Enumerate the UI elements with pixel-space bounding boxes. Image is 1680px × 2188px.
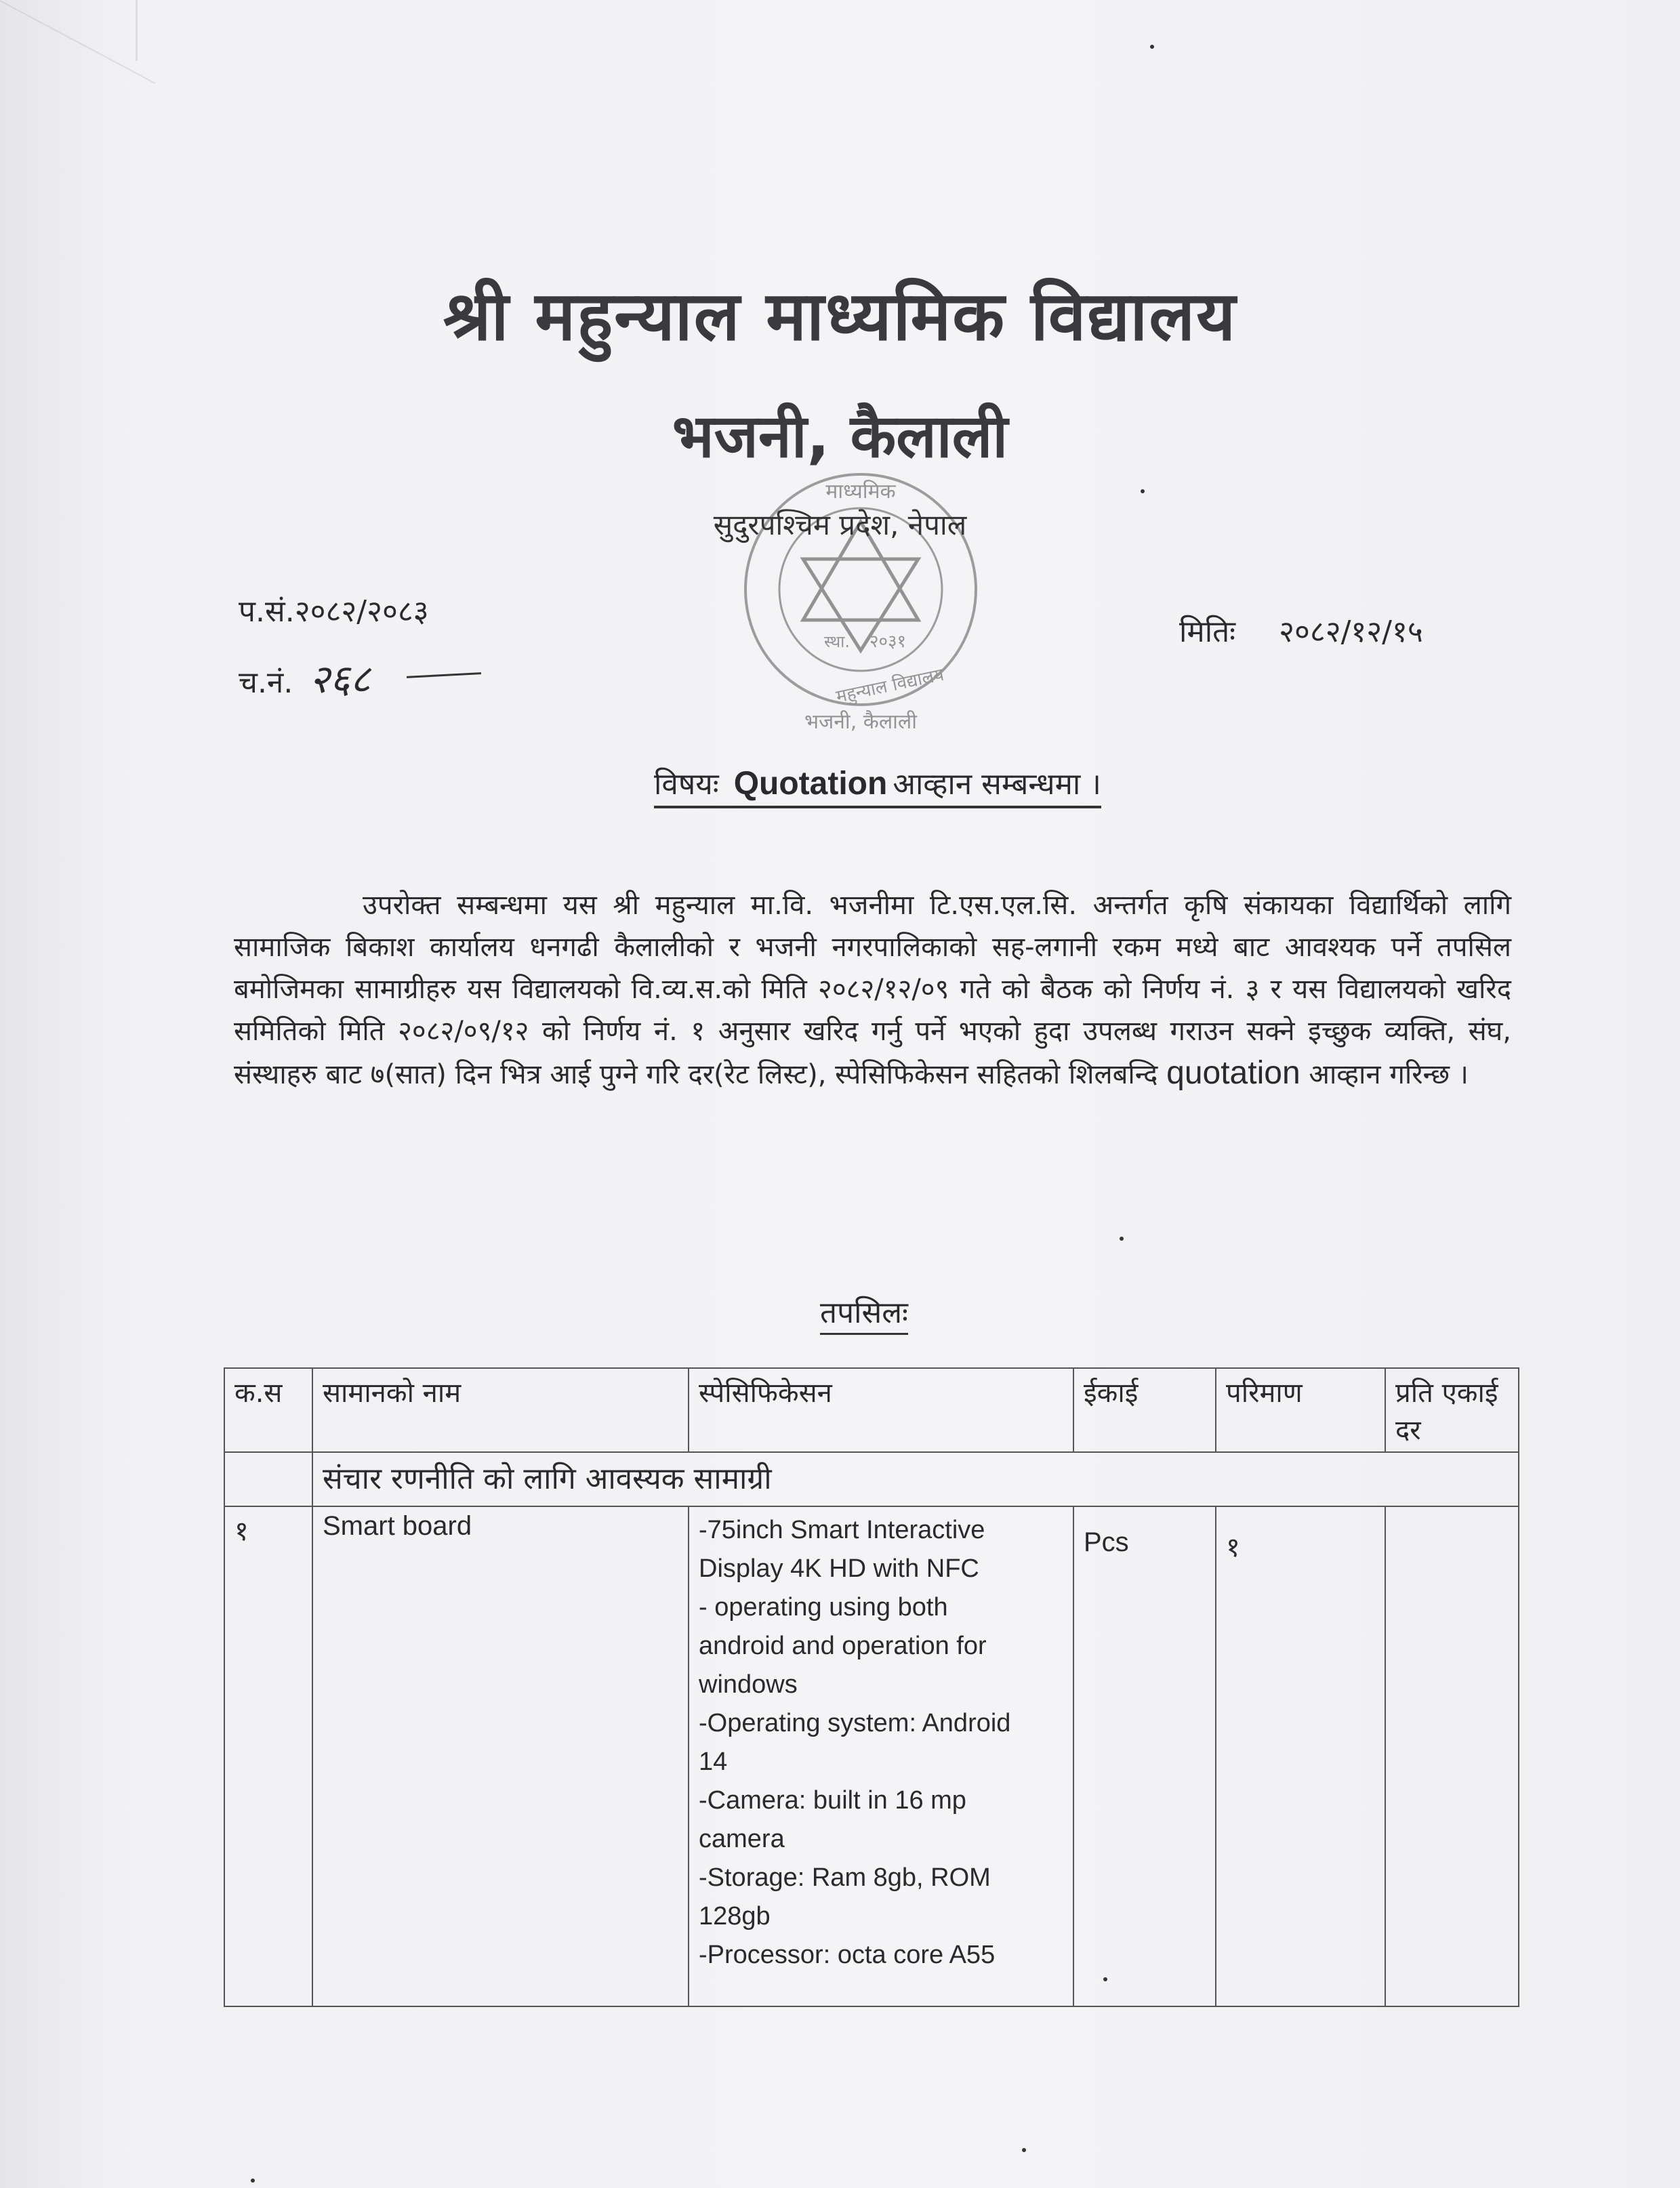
- province-line: सुदुरपश्चिम प्रदेश, नेपाल: [713, 508, 967, 541]
- seal-text-side: महुन्याल विद्यालय: [834, 664, 946, 707]
- seal-text-bottom: भजनी, कैलाली: [804, 710, 918, 734]
- subject-label: विषयः: [654, 767, 719, 802]
- date-value: २०८२/१२/१५: [1279, 615, 1423, 649]
- spec-line: - operating using both: [699, 1593, 948, 1622]
- subject-keyword: Quotation: [733, 766, 888, 802]
- tapasil-heading: तपसिलः: [820, 1291, 908, 1335]
- spec-line: Display 4K HD with NFC: [699, 1554, 979, 1583]
- table-header-row: [224, 1368, 1519, 1452]
- header-sn: क.स: [224, 1368, 312, 1452]
- item-name: Smart board: [312, 1506, 689, 2006]
- spec-line: -Camera: built in 16 mp: [699, 1786, 966, 1815]
- reference-cn: [239, 651, 371, 704]
- spec-line: -Storage: Ram 8gb, ROM: [699, 1863, 991, 1892]
- body-latin-word: quotation: [1166, 1055, 1300, 1091]
- body-part1: उपरोक्त सम्बन्धमा यस श्री महुन्याल मा.वि. भजनीमा टि.एस.एल.सि. अन्तर्गत कृषि संकायका विद्यार्थिको लागि सामाजिक बिकाश कार्यालय धनगढी कैलालीको र भजनी नगरपालिकाको सह-लगानी रकम मध्ये बाट आवश्यक पर्ने तपसिल बमोजिमका सामाग्रीहरु यस विद्यालयको वि.व्य.स.को मिति २०८२/१२/०९ गते को बैठक को निर्णय नं. ३ र यस विद्यालयको खरिद समितिको मिति २०८२/०९/१२ को निर्णय नं. १ अनुसार खरिद गर्नु पर्ने भएको हुदा उपलब्ध गराउन सक्ने इच्छुक व्यक्ति, संघ, संस्थाहरु बाट ७(सात) दिन भित्र आई पुग्ने गरि दर(रेट लिस्ट), स्पेसिफिकेसन सहितको शिलबन्दि: [234, 890, 1511, 1090]
- category-empty-cell: [224, 1452, 312, 1506]
- item-rate: [1385, 1506, 1519, 2006]
- category-cell: संचार रणनीति को लागि आवस्यक सामाग्री: [312, 1452, 1519, 1506]
- seal-text-sthapit: स्था.: [823, 632, 851, 651]
- header-specification: स्पेसिफिकेसन: [689, 1368, 1073, 1452]
- spec-line: -Processor: octa core A55: [699, 1941, 996, 1969]
- spec-line: windows: [699, 1670, 798, 1699]
- reference-ps: [239, 590, 429, 630]
- header-rate: प्रति एकाई दर: [1385, 1368, 1519, 1452]
- subject-line: [654, 762, 1101, 808]
- speck: [1120, 1237, 1124, 1241]
- spec-line: 128gb: [699, 1902, 771, 1931]
- ps-value: २०८२/२०८३: [294, 594, 429, 629]
- ps-label: प.सं.: [239, 594, 295, 629]
- body-part2: आव्हान गरिन्छ ।: [1309, 1059, 1469, 1090]
- body-paragraph: [234, 884, 1511, 1096]
- header-item-name: सामानको नाम: [312, 1368, 689, 1452]
- table-row: [224, 1506, 1519, 2006]
- spec-line: 14: [699, 1748, 728, 1776]
- school-address: भजनी, कैलाली: [672, 401, 1008, 471]
- items-table: [224, 1367, 1519, 2007]
- speck: [1141, 489, 1145, 493]
- date-label: मितिः: [1179, 615, 1236, 649]
- header-quantity: परिमाण: [1216, 1368, 1385, 1452]
- speck: [251, 2179, 255, 2183]
- spec-line: camera: [699, 1825, 785, 1853]
- speck: [1150, 45, 1154, 49]
- reference-date: [1179, 610, 1423, 651]
- spec-line: -Operating system: Android: [699, 1709, 1011, 1737]
- header-unit: ईकाई: [1073, 1368, 1216, 1452]
- item-sn: १: [224, 1506, 312, 2006]
- cn-label: च.नं.: [239, 665, 293, 700]
- page-crease: [0, 0, 156, 84]
- seal-text-year: २०३१: [869, 632, 907, 652]
- spec-line: android and operation for: [699, 1632, 987, 1660]
- subject-rest: आव्हान सम्बन्धमा ।: [893, 767, 1101, 802]
- cn-value: २६८: [309, 656, 371, 702]
- category-row: [224, 1452, 1519, 1506]
- page-crease: [136, 0, 138, 61]
- school-name: श्री महुन्याल माध्यमिक विद्यालय: [443, 276, 1237, 356]
- spec-line: -75inch Smart Interactive: [699, 1516, 985, 1544]
- item-specs: [689, 1506, 1073, 2006]
- seal-text-top: माध्यमिक: [825, 480, 896, 503]
- item-unit: Pcs: [1073, 1506, 1216, 2006]
- speck: [1022, 2148, 1026, 2152]
- item-quantity: १: [1216, 1506, 1385, 2006]
